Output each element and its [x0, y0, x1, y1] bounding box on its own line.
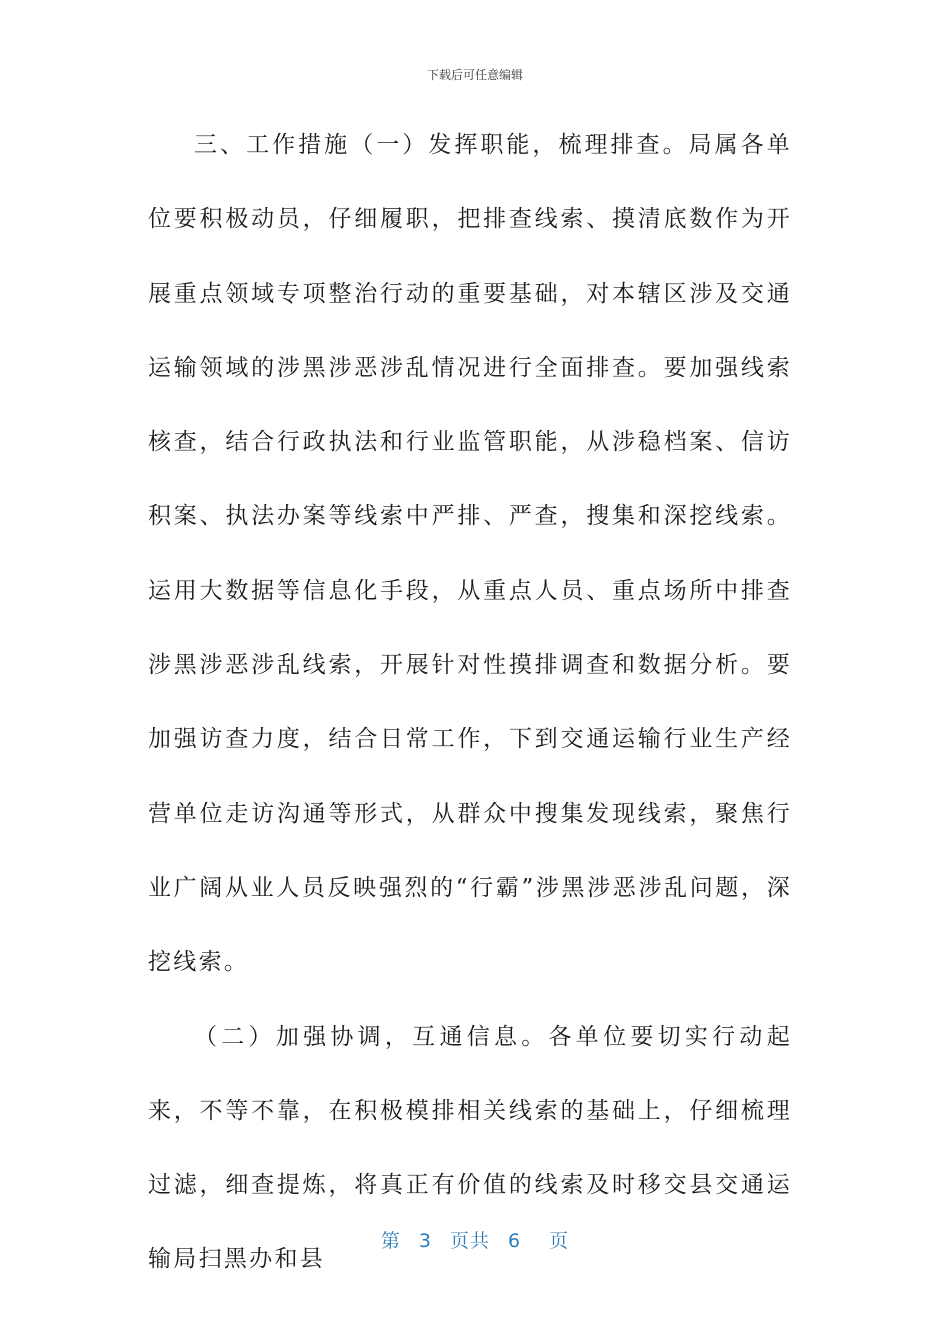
document-body [148, 108, 792, 1297]
page-prefix: 第 [380, 1230, 401, 1252]
paragraph-work-measures-2: （二）加强协调，互通信息。各单位要切实行动起来，不等不靠，在积极模排相关线索的基础上，仔细梳理过滤，细查提炼，将真正有价值的线索及时移交县交通运输局扫黑办和县 [148, 1023, 792, 1273]
header-note: 下载后可任意编辑 [426, 68, 523, 82]
paragraph-work-measures-1: 三、工作措施（一）发挥职能，梳理排查。局属各单位要积极动员，仔细履职，把排查线索、摸清底数作为开展重点领域专项整治行动的重要基础，对本辖区涉及交通运输领域的涉黑涉恶涉乱情况进行全面排查。要加强线索核查，结合行政执法和行业监管职能，从涉稳档案、信访积案、执法办案等线索中严排、严查，搜集和深挖线索。运用大数据等信息化手段，从重点人员、重点场所中排查涉黑涉恶涉乱线索，开展针对性摸排调查和数据分析。要加强访查力度，结合日常工作，下到交通运输行业生产经营单位走访沟通等形式，从群众中搜集发现线索，聚焦行业广阔从业人员反映强烈的“行霸”涉黑涉恶涉乱问题，深挖线索。 [148, 132, 792, 976]
page-mid: 页共 [449, 1230, 490, 1252]
current-page-number: 3 [418, 1230, 432, 1252]
page-suffix: 页 [549, 1230, 570, 1252]
total-page-number: 6 [508, 1230, 522, 1252]
page-number-footer [0, 1226, 950, 1253]
